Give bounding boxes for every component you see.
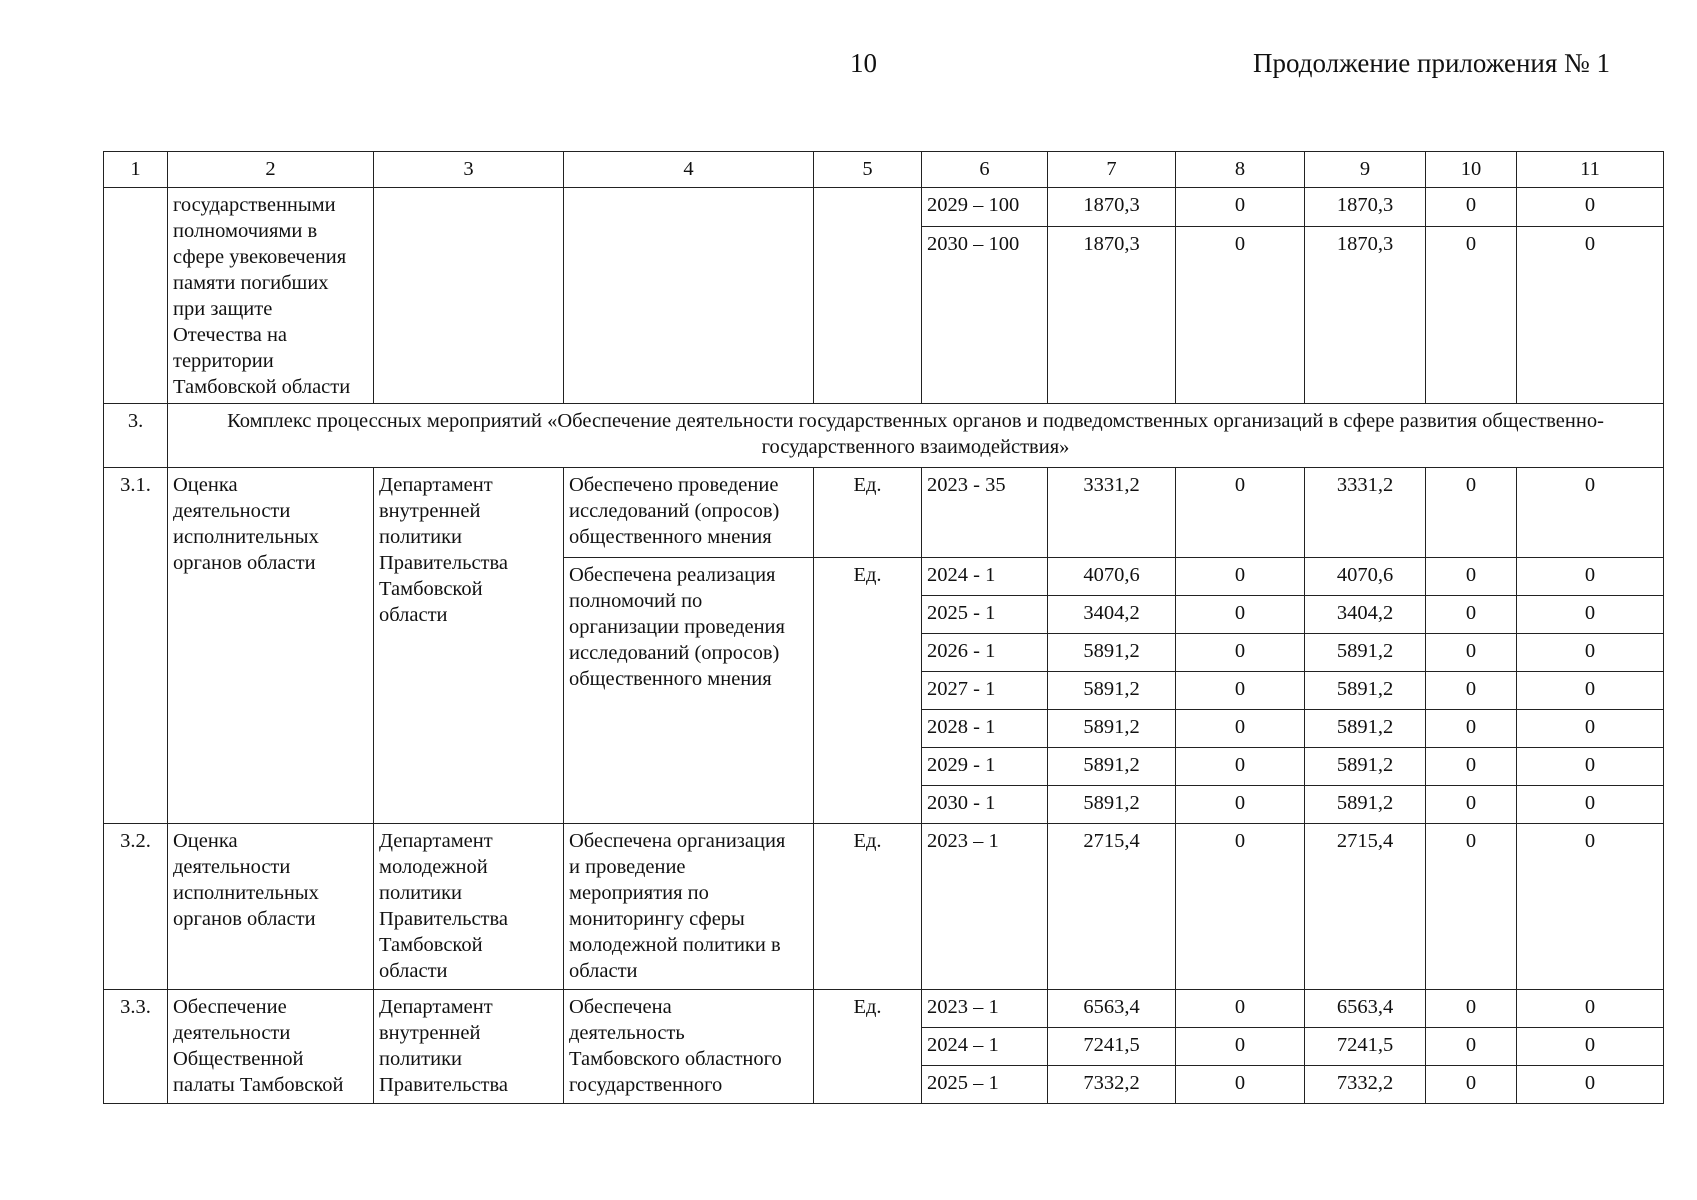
unit-cell: Ед. xyxy=(814,468,922,558)
regional-cell: 7241,5 xyxy=(1305,1028,1426,1066)
other-cell: 0 xyxy=(1517,672,1664,710)
local-cell: 0 xyxy=(1426,748,1517,786)
column-number: 8 xyxy=(1176,152,1305,188)
program-table xyxy=(103,151,1664,1104)
other-cell: 0 xyxy=(1517,558,1664,596)
section-number: 3. xyxy=(104,404,168,468)
regional-cell: 5891,2 xyxy=(1305,748,1426,786)
column-number: 2 xyxy=(168,152,374,188)
local-cell: 0 xyxy=(1426,634,1517,672)
federal-cell: 0 xyxy=(1176,468,1305,558)
federal-cell: 0 xyxy=(1176,188,1305,227)
total-cell: 5891,2 xyxy=(1048,748,1176,786)
federal-cell: 0 xyxy=(1176,596,1305,634)
year-value-cell: 2024 - 1 xyxy=(922,558,1048,596)
total-cell: 6563,4 xyxy=(1048,990,1176,1028)
local-cell: 0 xyxy=(1426,1066,1517,1104)
column-number: 11 xyxy=(1517,152,1664,188)
local-cell: 0 xyxy=(1426,596,1517,634)
total-cell: 5891,2 xyxy=(1048,672,1176,710)
table-row xyxy=(104,468,1664,558)
column-number: 9 xyxy=(1305,152,1426,188)
other-cell: 0 xyxy=(1517,1028,1664,1066)
section-row xyxy=(104,404,1664,468)
result-cell: Обеспечена деятельность Тамбовского областного государственного xyxy=(564,990,814,1104)
total-cell: 3331,2 xyxy=(1048,468,1176,558)
total-cell: 5891,2 xyxy=(1048,710,1176,748)
regional-cell: 3404,2 xyxy=(1305,596,1426,634)
column-number: 1 xyxy=(104,152,168,188)
total-cell: 7332,2 xyxy=(1048,1066,1176,1104)
regional-cell: 3331,2 xyxy=(1305,468,1426,558)
column-number: 3 xyxy=(374,152,564,188)
other-cell: 0 xyxy=(1517,468,1664,558)
year-value-cell: 2026 - 1 xyxy=(922,634,1048,672)
year-value-cell: 2023 – 1 xyxy=(922,824,1048,990)
federal-cell: 0 xyxy=(1176,227,1305,404)
federal-cell: 0 xyxy=(1176,1028,1305,1066)
table-row xyxy=(104,188,1664,227)
row-number-cell: 3.2. xyxy=(104,824,168,990)
measure-name-cell: государственными полномочиями в сфере увековечения памяти погибших при защите Отечества на территории Тамбовской области xyxy=(168,188,374,404)
other-cell: 0 xyxy=(1517,634,1664,672)
total-cell: 5891,2 xyxy=(1048,634,1176,672)
year-value-cell: 2029 - 1 xyxy=(922,748,1048,786)
result-cell: Обеспечена реализация полномочий по организации проведения исследований (опросов) общественного мнения xyxy=(564,558,814,824)
regional-cell: 7332,2 xyxy=(1305,1066,1426,1104)
result-cell: Обеспечено проведение исследований (опросов) общественного мнения xyxy=(564,468,814,558)
unit-cell: Ед. xyxy=(814,558,922,824)
total-cell: 7241,5 xyxy=(1048,1028,1176,1066)
federal-cell: 0 xyxy=(1176,786,1305,824)
row-number-cell xyxy=(104,188,168,404)
federal-cell: 0 xyxy=(1176,824,1305,990)
other-cell: 0 xyxy=(1517,227,1664,404)
federal-cell: 0 xyxy=(1176,634,1305,672)
year-value-cell: 2025 – 1 xyxy=(922,1066,1048,1104)
total-cell: 1870,3 xyxy=(1048,227,1176,404)
local-cell: 0 xyxy=(1426,227,1517,404)
local-cell: 0 xyxy=(1426,1028,1517,1066)
row-number-cell: 3.3. xyxy=(104,990,168,1104)
section-title: Комплекс процессных мероприятий «Обеспечение деятельности государственных органов и подведомственных организаций в сфере развития общественно-государственного взаимодействия» xyxy=(168,404,1664,468)
unit-cell xyxy=(814,188,922,404)
appendix-continuation-note: Продолжение приложения № 1 xyxy=(1253,48,1611,78)
federal-cell: 0 xyxy=(1176,710,1305,748)
unit-cell: Ед. xyxy=(814,824,922,990)
year-value-cell: 2023 - 35 xyxy=(922,468,1048,558)
total-cell: 3404,2 xyxy=(1048,596,1176,634)
total-cell: 1870,3 xyxy=(1048,188,1176,227)
regional-cell: 5891,2 xyxy=(1305,634,1426,672)
table-body xyxy=(104,152,1664,1104)
local-cell: 0 xyxy=(1426,188,1517,227)
regional-cell: 5891,2 xyxy=(1305,672,1426,710)
column-number: 7 xyxy=(1048,152,1176,188)
table-row xyxy=(104,824,1664,990)
other-cell: 0 xyxy=(1517,710,1664,748)
executor-cell: Департамент внутренней политики Правительства xyxy=(374,990,564,1104)
total-cell: 5891,2 xyxy=(1048,786,1176,824)
executor-cell: Департамент внутренней политики Правительства Тамбовской области xyxy=(374,468,564,824)
regional-cell: 5891,2 xyxy=(1305,710,1426,748)
year-value-cell: 2025 - 1 xyxy=(922,596,1048,634)
regional-cell: 4070,6 xyxy=(1305,558,1426,596)
year-value-cell: 2028 - 1 xyxy=(922,710,1048,748)
executor-cell xyxy=(374,188,564,404)
federal-cell: 0 xyxy=(1176,990,1305,1028)
year-value-cell: 2024 – 1 xyxy=(922,1028,1048,1066)
total-cell: 2715,4 xyxy=(1048,824,1176,990)
federal-cell: 0 xyxy=(1176,748,1305,786)
measure-name-cell: Обеспечение деятельности Общественной палаты Тамбовской xyxy=(168,990,374,1104)
regional-cell: 1870,3 xyxy=(1305,227,1426,404)
year-value-cell: 2030 - 1 xyxy=(922,786,1048,824)
other-cell: 0 xyxy=(1517,824,1664,990)
year-value-cell: 2027 - 1 xyxy=(922,672,1048,710)
year-value-cell: 2030 – 100 xyxy=(922,227,1048,404)
total-cell: 4070,6 xyxy=(1048,558,1176,596)
column-number: 4 xyxy=(564,152,814,188)
local-cell: 0 xyxy=(1426,710,1517,748)
local-cell: 0 xyxy=(1426,824,1517,990)
column-number: 10 xyxy=(1426,152,1517,188)
other-cell: 0 xyxy=(1517,596,1664,634)
measure-name-cell: Оценка деятельности исполнительных органов области xyxy=(168,824,374,990)
executor-cell: Департамент молодежной политики Правительства Тамбовской области xyxy=(374,824,564,990)
regional-cell: 6563,4 xyxy=(1305,990,1426,1028)
other-cell: 0 xyxy=(1517,990,1664,1028)
table-row xyxy=(104,990,1664,1028)
unit-cell: Ед. xyxy=(814,990,922,1104)
column-number-row xyxy=(104,152,1664,188)
row-number-cell: 3.1. xyxy=(104,468,168,824)
local-cell: 0 xyxy=(1426,786,1517,824)
other-cell: 0 xyxy=(1517,188,1664,227)
year-value-cell: 2023 – 1 xyxy=(922,990,1048,1028)
year-value-cell: 2029 – 100 xyxy=(922,188,1048,227)
local-cell: 0 xyxy=(1426,468,1517,558)
other-cell: 0 xyxy=(1517,748,1664,786)
regional-cell: 1870,3 xyxy=(1305,188,1426,227)
result-cell xyxy=(564,188,814,404)
regional-cell: 5891,2 xyxy=(1305,786,1426,824)
local-cell: 0 xyxy=(1426,990,1517,1028)
measure-name-cell: Оценка деятельности исполнительных органов области xyxy=(168,468,374,824)
other-cell: 0 xyxy=(1517,1066,1664,1104)
result-cell: Обеспечена организация и проведение мероприятия по мониторингу сферы молодежной политики в области xyxy=(564,824,814,990)
federal-cell: 0 xyxy=(1176,1066,1305,1104)
column-number: 5 xyxy=(814,152,922,188)
other-cell: 0 xyxy=(1517,786,1664,824)
federal-cell: 0 xyxy=(1176,672,1305,710)
column-number: 6 xyxy=(922,152,1048,188)
regional-cell: 2715,4 xyxy=(1305,824,1426,990)
local-cell: 0 xyxy=(1426,672,1517,710)
page-number: 10 xyxy=(850,48,877,78)
local-cell: 0 xyxy=(1426,558,1517,596)
federal-cell: 0 xyxy=(1176,558,1305,596)
